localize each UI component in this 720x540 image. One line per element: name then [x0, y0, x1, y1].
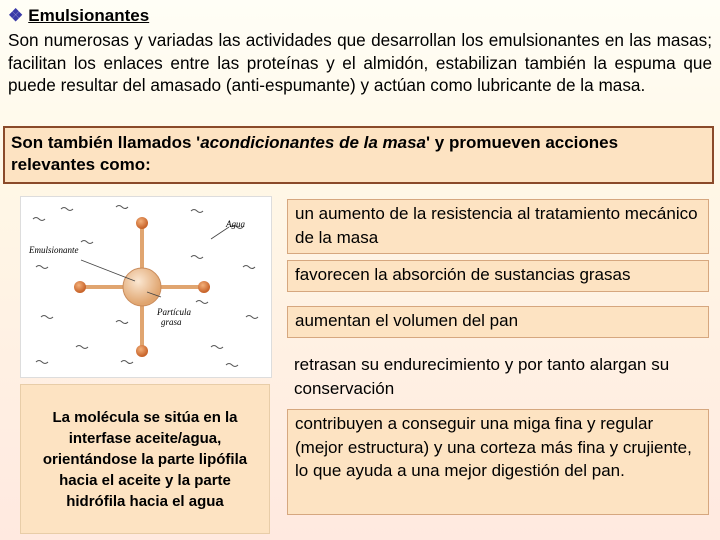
fat-particle — [123, 268, 161, 306]
label-emulsionante: Emulsionante — [29, 245, 79, 255]
action-box-3: aumentan el volumen del pan — [287, 306, 709, 338]
section-title-text: Emulsionantes — [28, 6, 150, 25]
arm-end-right — [198, 281, 210, 293]
action-box-2: favorecen la absorción de sustancias grasas — [287, 260, 709, 292]
action-box-4: retrasan su endurecimiento y por tanto alargan su conservación — [294, 355, 670, 398]
figure-caption — [20, 384, 270, 534]
label-particula: Partícula — [157, 307, 191, 317]
label-grasa: grasa — [161, 317, 182, 327]
label-agua: Agua — [226, 219, 245, 229]
callout-text-before: Son también llamados ' — [11, 133, 201, 152]
callout-box — [3, 126, 714, 184]
figure-caption-text: La molécula se sitúa en la interfase aceite/agua, orientándose la parte lipófila hacia el aceite y la parte hidrófila hacia el agua — [42, 408, 248, 510]
callout-highlight: acondicionantes de la masa — [200, 133, 427, 152]
emulsifier-diagram-svg — [21, 197, 271, 377]
arm-end-bottom — [136, 345, 148, 357]
action-box-1: un aumento de la resistencia al tratamiento mecánico de la masa — [287, 199, 709, 254]
intro-paragraph: Son numerosas y variadas las actividades que desarrollan los emulsionantes en las masas; facilitan los enlaces entre las proteínas y el almidón, estabilizan también la espuma que puede resultar del amasado (anti-espumante) y actúan como lubricante de la masa. — [8, 30, 712, 96]
diamond-bullet-icon: ❖ — [8, 6, 24, 25]
arm-end-left — [74, 281, 86, 293]
action-box-5: contribuyen a conseguir una miga fina y regular (mejor estructura) y una corteza más fina y crujiente, lo que ayuda a una mejor digestión del pan. — [287, 409, 709, 515]
section-title — [8, 6, 149, 26]
callout-text-after: ' y promueven acciones relevantes como: — [11, 133, 619, 174]
emulsifier-diagram — [20, 196, 272, 378]
arm-end-top — [136, 217, 148, 229]
